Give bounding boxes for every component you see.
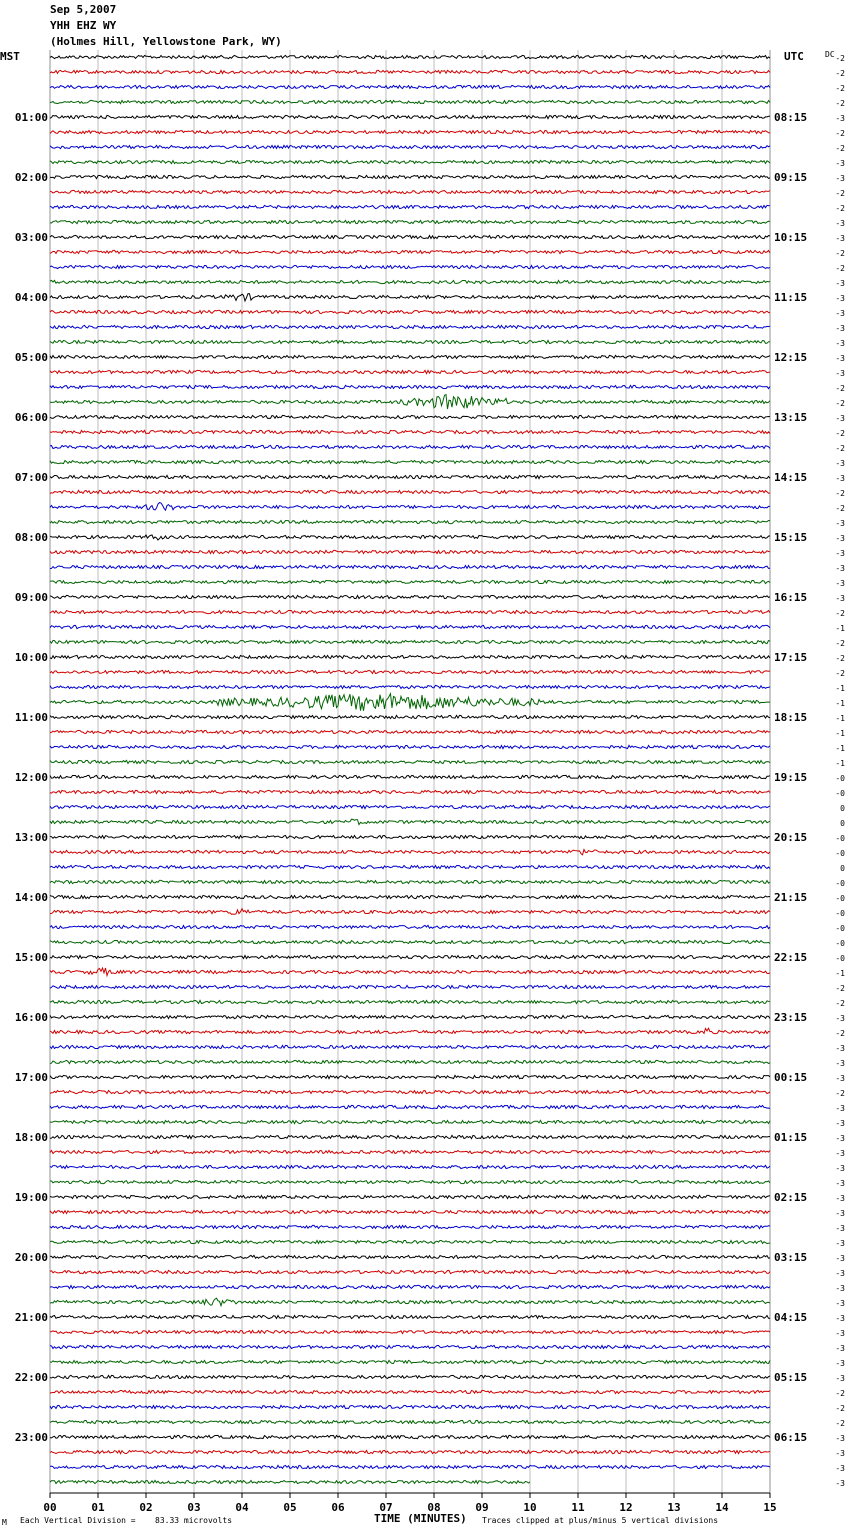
x-tick-label: 02 (139, 1501, 153, 1514)
mst-hour-label: 13:00 (14, 831, 48, 844)
utc-hour-label: 06:15 (774, 1431, 808, 1444)
dc-offset-label: -3 (835, 159, 845, 168)
dc-offset-label: -0 (835, 879, 845, 888)
seismic-trace (50, 968, 770, 976)
seismic-trace (50, 1075, 770, 1078)
seismic-trace (50, 909, 770, 915)
seismic-trace (50, 1360, 770, 1363)
seismic-trace (50, 625, 770, 628)
seismic-trace (50, 580, 770, 583)
mst-hour-label: 21:00 (14, 1311, 48, 1324)
mst-hour-label: 10:00 (14, 651, 48, 664)
seismic-trace (50, 280, 770, 283)
seismic-trace (50, 175, 770, 178)
mst-hour-label: 20:00 (14, 1251, 48, 1264)
dc-offset-label: -2 (835, 669, 845, 678)
seismic-trace (50, 1315, 770, 1318)
seismic-trace (50, 1090, 770, 1093)
seismic-trace (50, 70, 770, 73)
seismic-trace (50, 1255, 770, 1258)
seismic-trace (50, 805, 770, 808)
dc-offset-label: -2 (835, 399, 845, 408)
dc-offset-label: -3 (835, 1044, 845, 1053)
seismic-trace (50, 235, 770, 238)
dc-offset-label: -3 (835, 1479, 845, 1488)
mst-hour-label: 16:00 (14, 1011, 48, 1024)
dc-offset-label: -0 (835, 939, 845, 948)
seismic-trace (50, 445, 770, 448)
dc-offset-label: -3 (835, 1299, 845, 1308)
seismic-trace (50, 395, 770, 409)
seismic-trace (50, 385, 770, 388)
dc-offset-label: -2 (835, 249, 845, 258)
x-tick-label: 06 (331, 1501, 345, 1514)
seismic-trace (50, 1210, 770, 1213)
mst-hour-label: 01:00 (14, 111, 48, 124)
dc-offset-label: -1 (835, 969, 845, 978)
x-tick-label: 13 (667, 1501, 681, 1514)
mst-hour-label: 11:00 (14, 711, 48, 724)
dc-offset-label: -3 (835, 579, 845, 588)
x-tick-label: 03 (187, 1501, 201, 1514)
mst-hour-label: 07:00 (14, 471, 48, 484)
dc-offset-label: -3 (835, 1464, 845, 1473)
utc-hour-label: 10:15 (774, 231, 808, 244)
seismic-trace (50, 460, 770, 463)
seismic-trace (50, 1135, 770, 1138)
dc-offset-label: -3 (835, 1164, 845, 1173)
seismic-trace (50, 130, 770, 133)
seismic-trace (50, 1375, 770, 1378)
utc-hour-label: 13:15 (774, 411, 808, 424)
dc-offset-label: -3 (835, 1074, 845, 1083)
dc-offset-label: -1 (835, 684, 845, 693)
dc-offset-label: 0 (840, 864, 845, 873)
scale-caption: Each Vertical Division = (20, 1516, 136, 1525)
seismic-trace (50, 550, 770, 553)
dc-offset-label: -3 (835, 1194, 845, 1203)
seismic-trace (50, 115, 770, 118)
seismic-trace (50, 325, 770, 328)
dc-offset-label: -3 (835, 1209, 845, 1218)
dc-offset-label: -2 (835, 1089, 845, 1098)
mst-hour-label: 06:00 (14, 411, 48, 424)
dc-offset-label: -3 (835, 459, 845, 468)
dc-offset-label: -3 (835, 369, 845, 378)
seismic-trace (50, 205, 770, 208)
dc-offset-label: -3 (835, 1329, 845, 1338)
seismic-trace (50, 745, 770, 748)
seismic-trace (50, 430, 770, 433)
dc-offset-label: -2 (835, 54, 845, 63)
utc-hour-label: 11:15 (774, 291, 808, 304)
dc-offset-label: 0 (840, 819, 845, 828)
dc-offset-label: -3 (835, 1434, 845, 1443)
dc-offset-label: -3 (835, 1239, 845, 1248)
seismic-trace (50, 819, 770, 824)
seismic-trace (50, 294, 770, 301)
dc-offset-label: -3 (835, 354, 845, 363)
utc-hour-label: 14:15 (774, 471, 808, 484)
dc-offset-label: -1 (835, 729, 845, 738)
seismic-trace (50, 265, 770, 268)
mst-hour-label: 23:00 (14, 1431, 48, 1444)
dc-offset-label: -0 (835, 789, 845, 798)
mst-hour-label: 18:00 (14, 1131, 48, 1144)
utc-hour-label: 00:15 (774, 1071, 808, 1084)
seismic-trace (50, 790, 770, 793)
seismic-trace (50, 850, 770, 855)
dc-offset-label: -3 (835, 1269, 845, 1278)
seismic-trace (50, 1298, 770, 1306)
seismic-trace (50, 730, 770, 733)
mst-hour-label: 17:00 (14, 1071, 48, 1084)
seismic-trace (50, 503, 770, 511)
dc-offset-label: -3 (835, 219, 845, 228)
seismic-trace (50, 100, 770, 103)
utc-hour-label: 08:15 (774, 111, 808, 124)
dc-offset-label: -2 (835, 429, 845, 438)
dc-offset-label: -1 (835, 624, 845, 633)
x-tick-label: 14 (715, 1501, 729, 1514)
x-tick-label: 09 (475, 1501, 489, 1514)
seismic-trace (50, 1150, 770, 1153)
location-label: (Holmes Hill, Yellowstone Park, WY) (50, 35, 282, 48)
x-tick-label: 05 (283, 1501, 297, 1514)
mst-hour-label: 22:00 (14, 1371, 48, 1384)
seismic-trace (50, 1045, 770, 1048)
seismic-trace (50, 1225, 770, 1228)
x-axis-title: TIME (MINUTES) (374, 1512, 467, 1525)
seismic-trace (50, 865, 770, 868)
seismic-trace (50, 1165, 770, 1168)
x-tick-label: 12 (619, 1501, 633, 1514)
x-tick-label: 00 (43, 1501, 57, 1514)
dc-offset-label: -2 (835, 99, 845, 108)
dc-offset-label: -3 (835, 1344, 845, 1353)
utc-hour-label: 01:15 (774, 1131, 808, 1144)
dc-offset-label: -3 (835, 519, 845, 528)
dc-offset-label: -3 (835, 174, 845, 183)
seismic-trace (50, 355, 770, 358)
seismic-trace (50, 1180, 770, 1183)
seismic-trace (50, 925, 770, 928)
seismic-trace (50, 835, 770, 838)
scale-value: 83.33 microvolts (155, 1516, 233, 1525)
seismic-trace (50, 1435, 770, 1438)
seismic-trace (50, 775, 770, 778)
clip-note: Traces clipped at plus/minus 5 vertical divisions (482, 1516, 719, 1525)
seismic-trace (50, 694, 770, 711)
dc-offset-label: -2 (835, 1419, 845, 1428)
x-tick-label: 11 (571, 1501, 585, 1514)
seismic-trace (50, 415, 770, 418)
utc-hour-label: 15:15 (774, 531, 808, 544)
dc-offset-label: -3 (835, 324, 845, 333)
seismic-trace (50, 1240, 770, 1243)
dc-offset-label: -2 (835, 1029, 845, 1038)
seismic-trace (50, 1285, 770, 1288)
dc-offset-label: -0 (835, 849, 845, 858)
dc-offset-label: -3 (835, 1359, 845, 1368)
seismic-trace (50, 1450, 770, 1453)
dc-offset-label: -0 (835, 924, 845, 933)
dc-offset-label: -3 (835, 1284, 845, 1293)
seismic-trace (50, 250, 770, 253)
seismic-trace (50, 160, 770, 163)
dc-offset-label: -1 (835, 759, 845, 768)
dc-offset-label: -1 (835, 699, 845, 708)
seismic-trace (50, 1015, 770, 1018)
mst-hour-label: 14:00 (14, 891, 48, 904)
seismic-trace (50, 1330, 770, 1333)
seismic-trace (50, 475, 770, 478)
dc-offset-label: -2 (835, 639, 845, 648)
mst-hour-label: 15:00 (14, 951, 48, 964)
seismic-trace (50, 895, 770, 898)
mst-hour-label: 19:00 (14, 1191, 48, 1204)
dc-offset-label: -3 (835, 564, 845, 573)
x-tick-label: 01 (91, 1501, 105, 1514)
dc-offset-label: -3 (835, 309, 845, 318)
utc-hour-label: 20:15 (774, 831, 808, 844)
dc-offset-label: -0 (835, 954, 845, 963)
seismic-trace (50, 1120, 770, 1123)
seismic-trace (50, 1345, 770, 1348)
dc-offset-label: -3 (835, 1224, 845, 1233)
dc-offset-label: -3 (835, 1104, 845, 1113)
dc-offset-label: -2 (835, 654, 845, 663)
seismic-trace (50, 640, 770, 643)
seismic-trace (50, 1390, 770, 1393)
dc-offset-label: -3 (835, 474, 845, 483)
seismic-trace (50, 715, 770, 718)
x-tick-label: 08 (427, 1501, 441, 1514)
utc-hour-label: 21:15 (774, 891, 808, 904)
dc-offset-label: -3 (835, 1119, 845, 1128)
right-timezone-label: UTC (784, 50, 804, 63)
dc-offset-label: -1 (835, 744, 845, 753)
seismic-trace (50, 490, 770, 493)
dc-offset-label: -0 (835, 774, 845, 783)
seismic-trace (50, 1405, 770, 1408)
mst-hour-label: 05:00 (14, 351, 48, 364)
seismic-trace (50, 595, 770, 598)
mst-hour-label: 12:00 (14, 771, 48, 784)
mst-hour-label: 09:00 (14, 591, 48, 604)
utc-hour-label: 18:15 (774, 711, 808, 724)
dc-offset-label: -2 (835, 489, 845, 498)
dc-offset-label: -0 (835, 909, 845, 918)
station-label: YHH EHZ WY (50, 19, 117, 32)
dc-offset-label: -3 (835, 1134, 845, 1143)
dc-offset-label: -3 (835, 594, 845, 603)
mst-hour-label: 08:00 (14, 531, 48, 544)
dc-offset-label: -2 (835, 1404, 845, 1413)
seismic-trace (50, 610, 770, 613)
dc-offset-label: -3 (835, 1314, 845, 1323)
utc-hour-label: 12:15 (774, 351, 808, 364)
dc-offset-label: -2 (835, 609, 845, 618)
dc-offset-label: -3 (835, 339, 845, 348)
seismic-trace (50, 370, 770, 373)
utc-hour-label: 05:15 (774, 1371, 808, 1384)
dc-offset-label: -2 (835, 69, 845, 78)
dc-offset-label: -2 (835, 144, 845, 153)
seismic-trace (50, 310, 770, 313)
dc-offset-label: -2 (835, 999, 845, 1008)
utc-hour-label: 19:15 (774, 771, 808, 784)
dc-offset-label: -2 (835, 384, 845, 393)
dc-offset-label: -3 (835, 1179, 845, 1188)
corner-mark: M (2, 1518, 7, 1527)
seismic-trace (50, 145, 770, 148)
seismic-trace (50, 220, 770, 223)
seismic-trace (50, 655, 770, 658)
seismic-trace (50, 685, 770, 688)
dc-offset-label: -2 (835, 984, 845, 993)
dc-offset-label: -2 (835, 264, 845, 273)
dc-offset-label: -1 (835, 714, 845, 723)
left-timezone-label: MST (0, 50, 20, 63)
mst-hour-label: 04:00 (14, 291, 48, 304)
utc-hour-label: 22:15 (774, 951, 808, 964)
utc-hour-label: 16:15 (774, 591, 808, 604)
dc-offset-label: -3 (835, 1374, 845, 1383)
dc-offset-label: -2 (835, 504, 845, 513)
seismic-trace (50, 1105, 770, 1108)
dc-offset-label: -3 (835, 234, 845, 243)
seismic-trace (50, 760, 770, 763)
seismic-trace (50, 520, 770, 523)
utc-hour-label: 17:15 (774, 651, 808, 664)
seismic-trace (50, 1420, 770, 1423)
utc-hour-label: 02:15 (774, 1191, 808, 1204)
dc-offset-label: -2 (835, 204, 845, 213)
utc-hour-label: 03:15 (774, 1251, 808, 1264)
utc-hour-label: 04:15 (774, 1311, 808, 1324)
dc-offset-label: -3 (835, 279, 845, 288)
seismic-trace (50, 940, 770, 943)
dc-offset-label: -3 (835, 1449, 845, 1458)
dc-offset-label: -3 (835, 114, 845, 123)
mst-hour-label: 02:00 (14, 171, 48, 184)
dc-offset-label: -2 (835, 129, 845, 138)
seismic-trace (50, 565, 770, 568)
dc-offset-label: -3 (835, 414, 845, 423)
seismic-trace (50, 985, 770, 988)
dc-offset-label: -0 (835, 834, 845, 843)
dc-offset-label: -2 (835, 1389, 845, 1398)
seismic-trace (50, 190, 770, 193)
dc-offset-label: -2 (835, 444, 845, 453)
x-tick-label: 15 (763, 1501, 777, 1514)
seismic-trace (50, 340, 770, 343)
dc-label: DC (825, 50, 835, 59)
seismic-trace (50, 1270, 770, 1273)
seismic-trace (50, 670, 770, 673)
seismic-trace (50, 880, 770, 883)
utc-hour-label: 09:15 (774, 171, 808, 184)
seismic-trace (50, 1195, 770, 1198)
dc-offset-label: -3 (835, 1149, 845, 1158)
dc-offset-label: -3 (835, 1254, 845, 1263)
mst-hour-label: 03:00 (14, 231, 48, 244)
seismic-trace (50, 55, 770, 58)
dc-offset-label: -3 (835, 294, 845, 303)
dc-offset-label: -2 (835, 84, 845, 93)
x-tick-label: 10 (523, 1501, 537, 1514)
dc-offset-label: -3 (835, 549, 845, 558)
dc-offset-label: -0 (835, 894, 845, 903)
seismic-trace (50, 955, 770, 958)
dc-offset-label: -3 (835, 534, 845, 543)
seismic-trace (50, 535, 770, 540)
date-label: Sep 5,2007 (50, 3, 117, 16)
utc-hour-label: 23:15 (774, 1011, 808, 1024)
x-tick-label: 07 (379, 1501, 393, 1514)
seismic-trace (50, 85, 770, 88)
seismic-trace (50, 1000, 770, 1003)
dc-offset-label: -2 (835, 189, 845, 198)
dc-offset-label: -3 (835, 1014, 845, 1023)
seismic-trace (50, 1465, 770, 1468)
dc-offset-label: -3 (835, 1059, 845, 1068)
seismic-trace (50, 1060, 770, 1063)
seismic-trace (50, 1028, 770, 1033)
dc-offset-label: 0 (840, 804, 845, 813)
x-tick-label: 04 (235, 1501, 249, 1514)
